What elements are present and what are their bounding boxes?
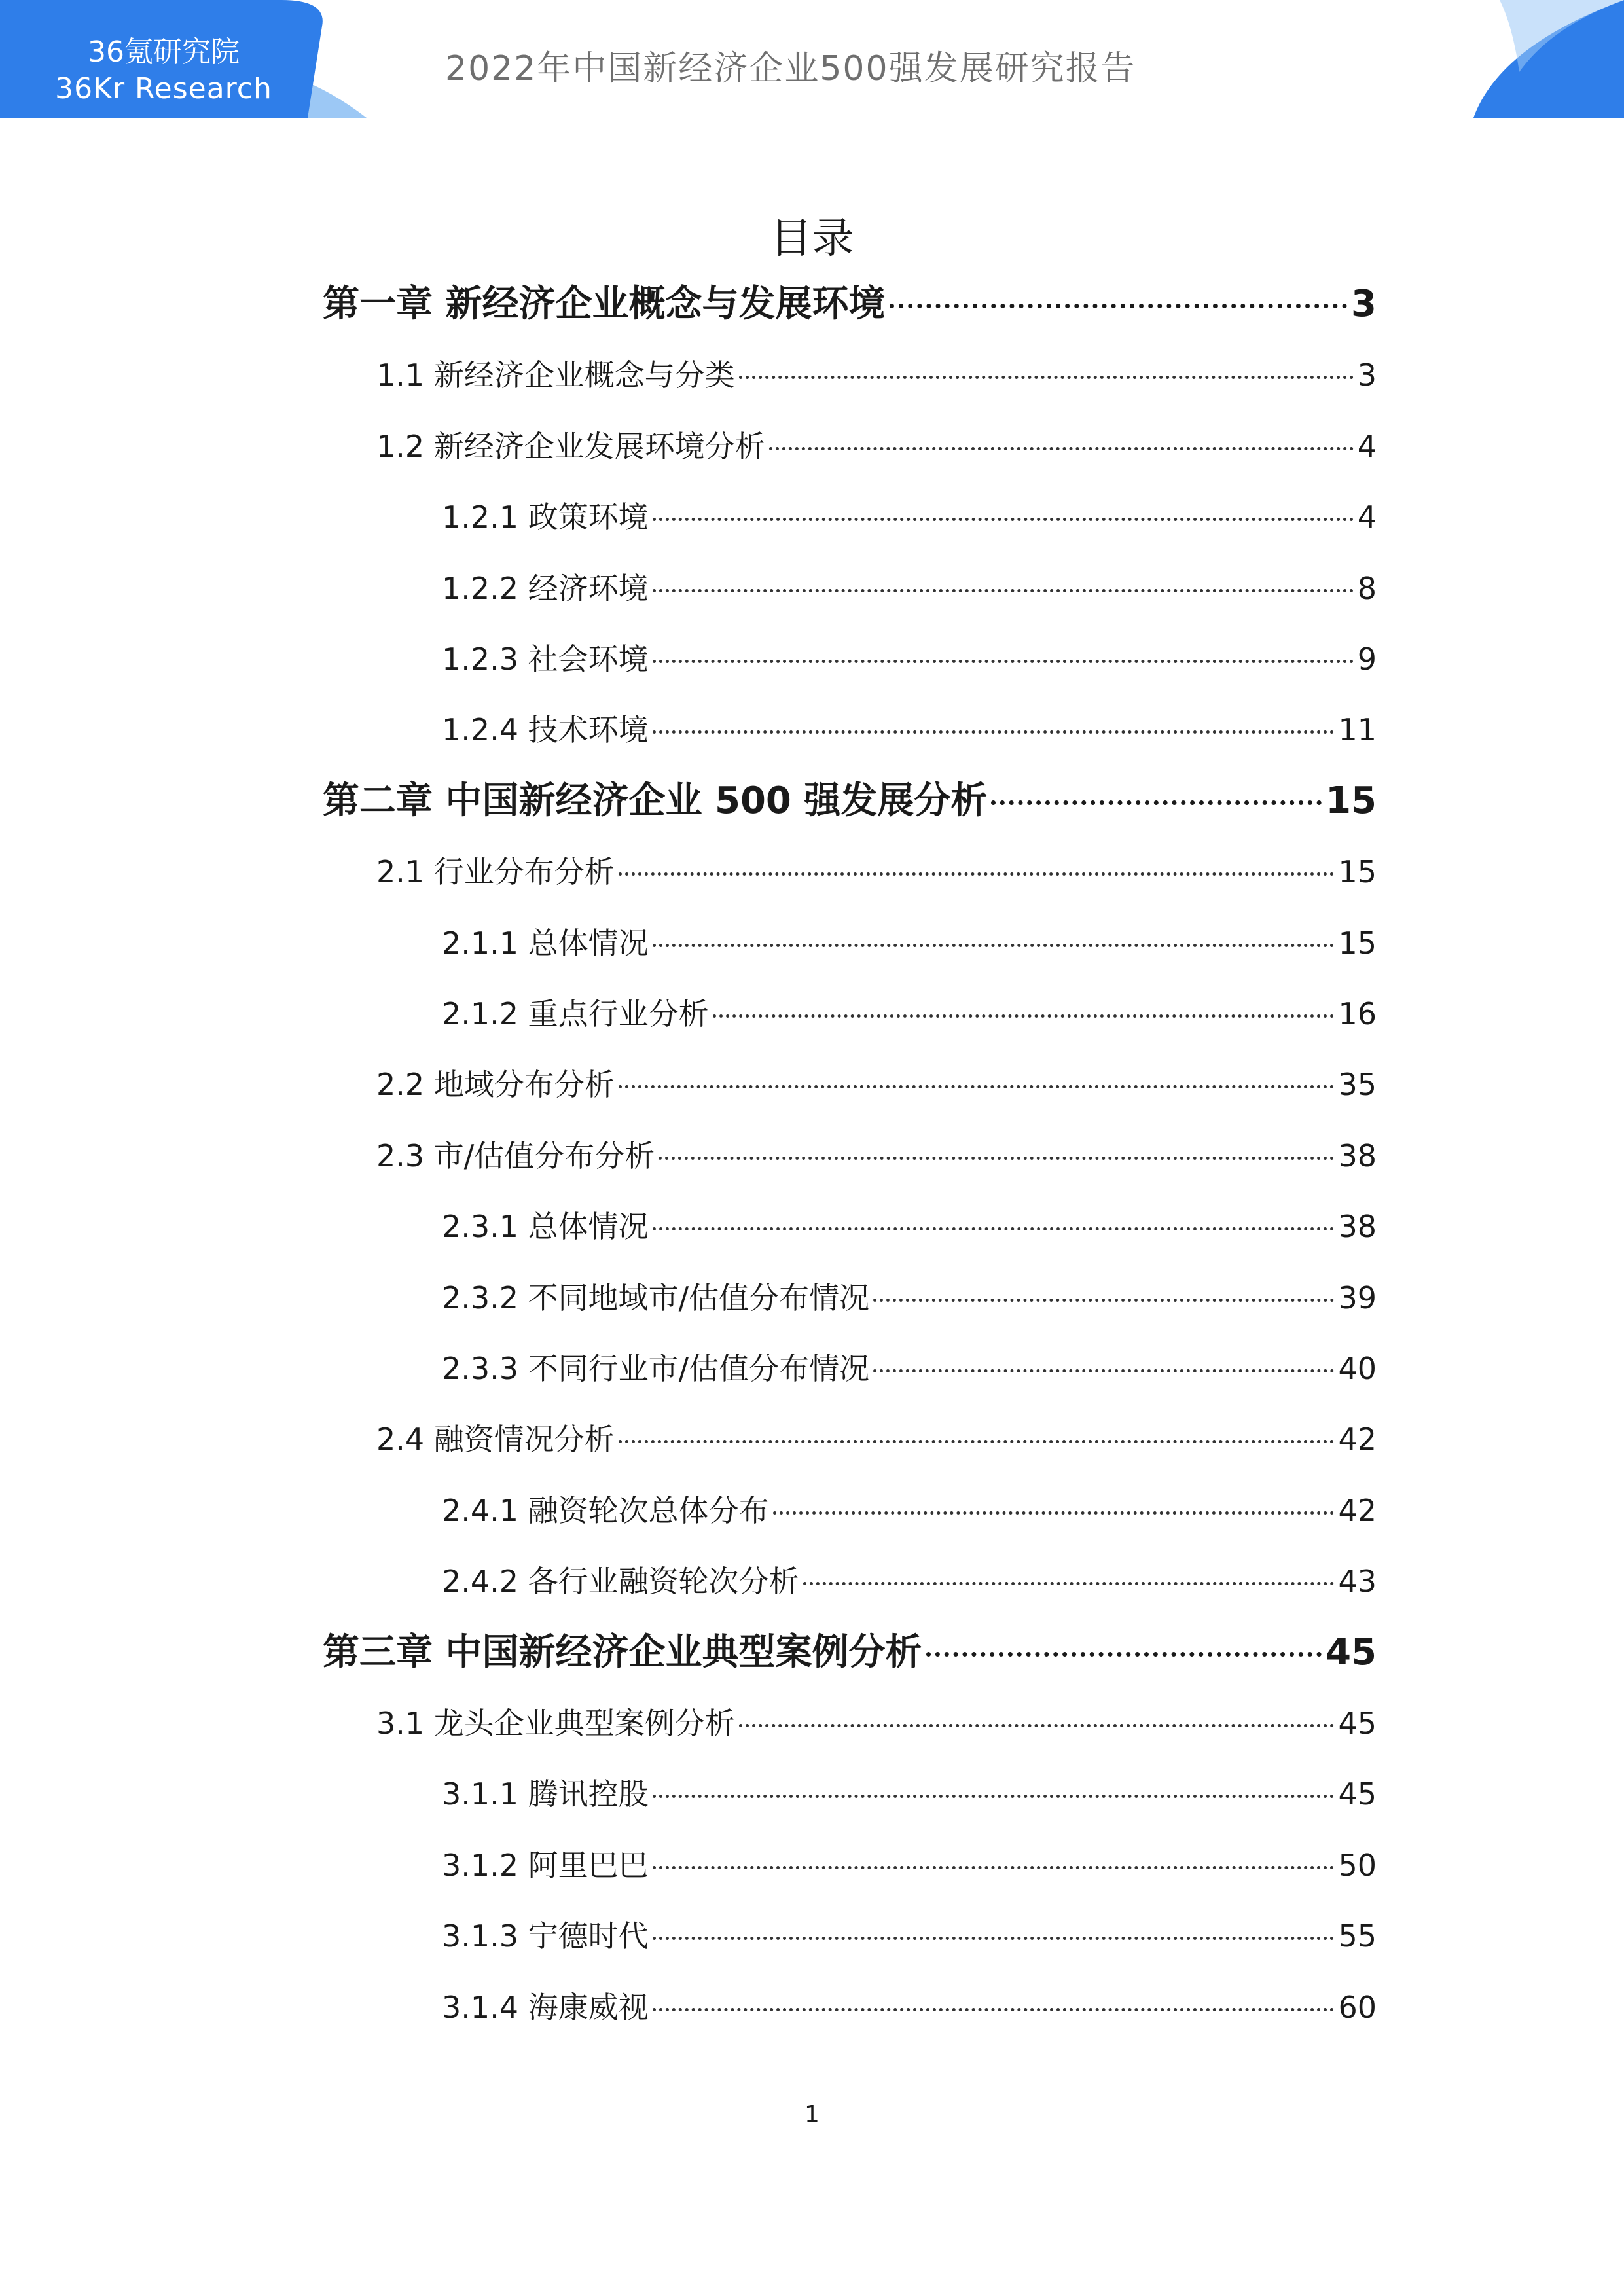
toc-entry[interactable] (442, 1914, 1377, 1958)
toc-entry-page: 50 (1338, 1848, 1377, 1883)
toc-entry-title: 1.2.3 社会环境 (442, 641, 649, 677)
toc-leader-dots (653, 518, 1354, 521)
toc-entry[interactable] (442, 1560, 1377, 1603)
toc-entry-title: 2.1.1 总体情况 (442, 925, 649, 961)
toc-entry[interactable] (376, 1702, 1377, 1745)
toc-entry-page: 45 (1326, 1631, 1377, 1674)
toc-entry-title: 第二章 中国新经济企业 500 强发展分析 (323, 780, 988, 822)
toc-entry[interactable] (376, 1063, 1377, 1106)
toc-entry-title: 3.1.3 宁德时代 (442, 1918, 649, 1954)
toc-entry[interactable] (323, 278, 1377, 331)
toc-entry-page: 39 (1338, 1280, 1377, 1316)
toc-entry-page: 45 (1338, 1706, 1377, 1741)
toc-leader-dots (653, 730, 1335, 734)
logo-name-cn: 36氪研究院 (88, 35, 240, 69)
toc-entry-title: 2.3 市/估值分布分析 (376, 1138, 655, 1174)
toc-entry-title: 3.1.4 海康威视 (442, 1990, 649, 2025)
toc-entry[interactable] (323, 775, 1377, 827)
toc-entry-title: 1.2.2 经济环境 (442, 571, 649, 606)
toc-entry-title: 2.3.3 不同行业市/估值分布情况 (442, 1351, 870, 1386)
toc-entry[interactable] (442, 1347, 1377, 1390)
toc-entry[interactable] (442, 922, 1377, 965)
toc-leader-dots (773, 1511, 1335, 1515)
toc-leader-dots (739, 376, 1354, 379)
toc-entry-page: 42 (1338, 1493, 1377, 1528)
toc-entry-title: 2.4.2 各行业融资轮次分析 (442, 1564, 799, 1599)
toc-entry[interactable] (376, 425, 1377, 468)
toc-leader-dots (653, 1227, 1335, 1230)
toc-entry-page: 16 (1338, 996, 1377, 1031)
toc-leader-dots (890, 304, 1348, 308)
toc-leader-dots (653, 1866, 1335, 1869)
toc-entry-title: 2.4.1 融资轮次总体分布 (442, 1493, 769, 1528)
toc-leader-dots (873, 1299, 1334, 1302)
toc-entry-page: 3 (1357, 357, 1377, 393)
toc-entry-title: 2.2 地域分布分析 (376, 1067, 615, 1102)
toc-entry-page: 15 (1326, 780, 1377, 822)
toc-entry[interactable] (442, 495, 1377, 539)
toc-leader-dots (653, 1937, 1335, 1940)
toc-entry[interactable] (323, 1626, 1377, 1679)
toc-leader-dots (926, 1652, 1322, 1657)
toc-entry[interactable] (442, 1844, 1377, 1887)
toc-entry-page: 60 (1338, 1990, 1377, 2025)
toc-entry[interactable] (376, 1134, 1377, 1177)
toc-entry-page: 8 (1357, 571, 1377, 606)
toc-entry-page: 4 (1357, 499, 1377, 535)
toc-leader-dots (653, 589, 1354, 592)
logo-name-en: 36Kr Research (55, 72, 272, 105)
toc-entry-page: 3 (1351, 283, 1377, 325)
toc-entry[interactable] (442, 1276, 1377, 1319)
toc-entry-title: 第三章 中国新经济企业典型案例分析 (323, 1631, 922, 1674)
toc-entry-title: 2.1 行业分布分析 (376, 854, 615, 889)
toc-entry-title: 第一章 新经济企业概念与发展环境 (323, 283, 886, 325)
toc-leader-dots (739, 1724, 1335, 1727)
toc-entry[interactable] (376, 850, 1377, 893)
toc-leader-dots (991, 800, 1322, 805)
toc-entry[interactable] (442, 992, 1377, 1035)
toc-entry-page: 35 (1338, 1067, 1377, 1102)
toc-entry-title: 1.2.4 技术环境 (442, 712, 649, 747)
toc-leader-dots (803, 1582, 1335, 1585)
toc-entry-title: 2.1.2 重点行业分析 (442, 996, 709, 1031)
toc-entry-page: 15 (1338, 854, 1377, 889)
toc-heading: 目录 (770, 215, 854, 263)
toc-entry[interactable] (442, 1205, 1377, 1248)
toc-entry-page: 55 (1338, 1918, 1377, 1954)
toc-entry-page: 43 (1338, 1564, 1377, 1599)
toc-entry-title: 1.1 新经济企业概念与分类 (376, 357, 735, 393)
toc-entry-title: 3.1 龙头企业典型案例分析 (376, 1706, 735, 1741)
toc-entry-title: 3.1.1 腾讯控股 (442, 1776, 649, 1812)
toc-entry-page: 38 (1338, 1209, 1377, 1244)
toc-entry-title: 3.1.2 阿里巴巴 (442, 1848, 649, 1883)
toc-entry-page: 38 (1338, 1138, 1377, 1174)
toc-leader-dots (619, 1085, 1335, 1088)
toc-entry[interactable] (376, 353, 1377, 397)
toc-entry-title: 1.2.1 政策环境 (442, 499, 649, 535)
toc-leader-dots (653, 944, 1335, 947)
toc-entry-title: 1.2 新经济企业发展环境分析 (376, 429, 765, 464)
toc-leader-dots (619, 1440, 1335, 1443)
toc-entry[interactable] (442, 708, 1377, 751)
toc-entry[interactable] (442, 1772, 1377, 1816)
toc-entry[interactable] (442, 567, 1377, 610)
toc-leader-dots (769, 447, 1354, 450)
toc-leader-dots (659, 1157, 1334, 1160)
toc-entry-page: 9 (1357, 641, 1377, 677)
toc-entry-page: 42 (1338, 1422, 1377, 1457)
toc-leader-dots (653, 1795, 1335, 1798)
toc-entry-title: 2.3.2 不同地域市/估值分布情况 (442, 1280, 870, 1316)
toc-leader-dots (619, 872, 1335, 876)
toc-entry-page: 15 (1338, 925, 1377, 961)
toc-entry[interactable] (442, 637, 1377, 681)
toc-entry[interactable] (376, 1418, 1377, 1461)
toc-leader-dots (713, 1014, 1335, 1018)
toc-entry-page: 4 (1357, 429, 1377, 464)
toc-entry[interactable] (442, 1489, 1377, 1532)
toc-entry[interactable] (442, 1986, 1377, 2029)
toc-entry-title: 2.3.1 总体情况 (442, 1209, 649, 1244)
report-title: 2022年中国新经济企业500强发展研究报告 (445, 49, 1136, 88)
page-number: 1 (804, 2101, 820, 2128)
toc-entry-page: 40 (1338, 1351, 1377, 1386)
toc-entry-page: 45 (1338, 1776, 1377, 1812)
toc-entry-page: 11 (1338, 712, 1377, 747)
toc-leader-dots (653, 2008, 1335, 2011)
toc-leader-dots (653, 660, 1354, 663)
toc-entry-title: 2.4 融资情况分析 (376, 1422, 615, 1457)
toc-leader-dots (873, 1369, 1334, 1372)
